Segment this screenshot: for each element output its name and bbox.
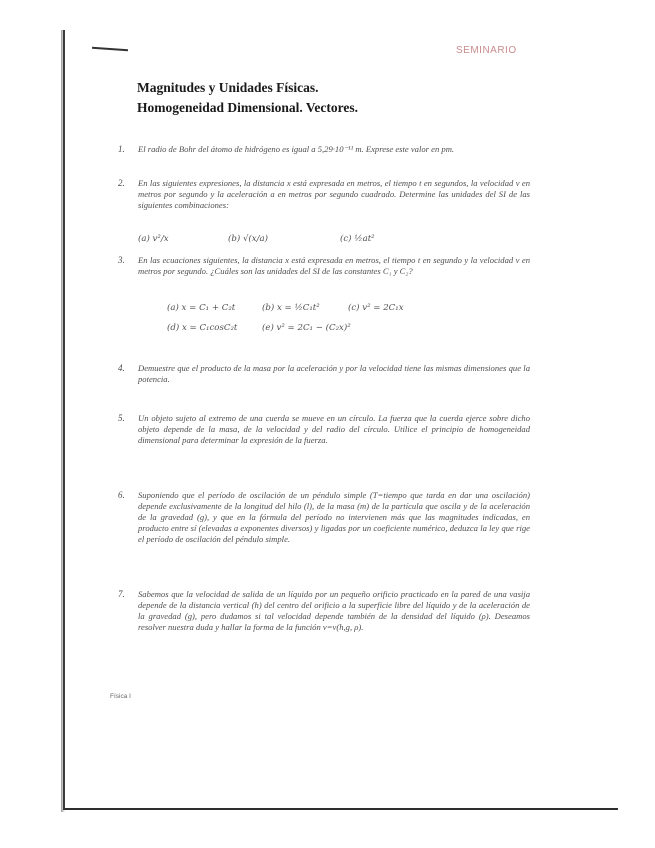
problem-number: 7. (118, 589, 125, 599)
expression-d: (d) x = C₁cosC₂t (167, 323, 238, 333)
problem-number: 4. (118, 363, 125, 373)
problem-number: 2. (118, 178, 125, 188)
expression-a: (a) v²/x (138, 234, 169, 244)
expression-a: (a) x = C₁ + C₂t (167, 303, 236, 313)
problem-text: En las ecuaciones siguientes, la distancia x está expresada en metros, el tiempo t en segundo y la velocidad v en metros por segundo. ¿Cuáles son las unidades del SI de las constantes C₁ y C₂? (138, 255, 530, 276)
problem-text: Un objeto sujeto al extremo de una cuerda se mueve en un círculo. La fuerza que la cuerda ejerce sobre dicho objeto depende de la masa, de la velocidad y del radio del círculo. Utilice el principio de homogeneidad dimensional para determinar la expresión de la fuerza. (138, 413, 530, 445)
title-line-1: Magnitudes y Unidades Físicas. (137, 80, 319, 95)
problem-number: 1. (118, 144, 125, 154)
page-footer: Física I (110, 693, 131, 700)
problem-text: El radio de Bohr del átomo de hidrógeno es igual a 5,29·10⁻¹¹ m. Exprese este valor en pm. (138, 144, 455, 154)
problem-text: En las siguientes expresiones, la distancia x está expresada en metros, el tiempo t en segundos, la velocidad v en metros por segundo y la aceleración a en metros por segundo cuadrado. Determine las unidades del SI de las siguientes combinaciones: (138, 178, 530, 210)
problem-number: 3. (118, 255, 125, 265)
problem-text: Suponiendo que el período de oscilación de un péndulo simple (T=tiempo que tarda en dar una oscilación) depende exclusivamente de la longitud del hilo (l), de la masa (m) de la partícula que oscila y de la aceleración de la gravedad (g), y que en la fórmula del período no intervienen más que las magnitudes indicadas, en producto entre sí (elevadas a exponentes diversos) y ligadas por un coeficiente numérico, deduzca la ley que rige el período de oscilación del péndulo simple. (138, 490, 530, 544)
problem-text: Sabemos que la velocidad de salida de un líquido por un pequeño orificio practicado en la pared de una vasija depende de la distancia vertical (h) del centro del orificio a la superficie libre del líquido y de la aceleración de la gravedad (g), pero dudamos si tal velocidad depende también de la densidad del líquido (ρ). Deseamos resolver nuestra duda y hallar la forma de la función v=v(h,g, ρ). (138, 589, 530, 632)
expression-c: (c) ½at² (340, 234, 375, 244)
problem-number: 5. (118, 413, 125, 423)
expression-e: (e) v² = 2C₁ − (C₂x)² (262, 323, 351, 333)
problem-number: 6. (118, 490, 125, 500)
problem-text: Demuestre que el producto de la masa por la aceleración y por la velocidad tiene las mismas dimensiones que la potencia. (138, 363, 530, 384)
title-line-2: Homogeneidad Dimensional. Vectores. (137, 100, 359, 115)
seminario-stamp: SEMINARIO (456, 45, 517, 56)
expression-b: (b) √(x/a) (228, 234, 268, 244)
expression-b: (b) x = ½C₁t² (262, 303, 320, 313)
expression-c: (c) v² = 2C₁x (348, 303, 404, 313)
